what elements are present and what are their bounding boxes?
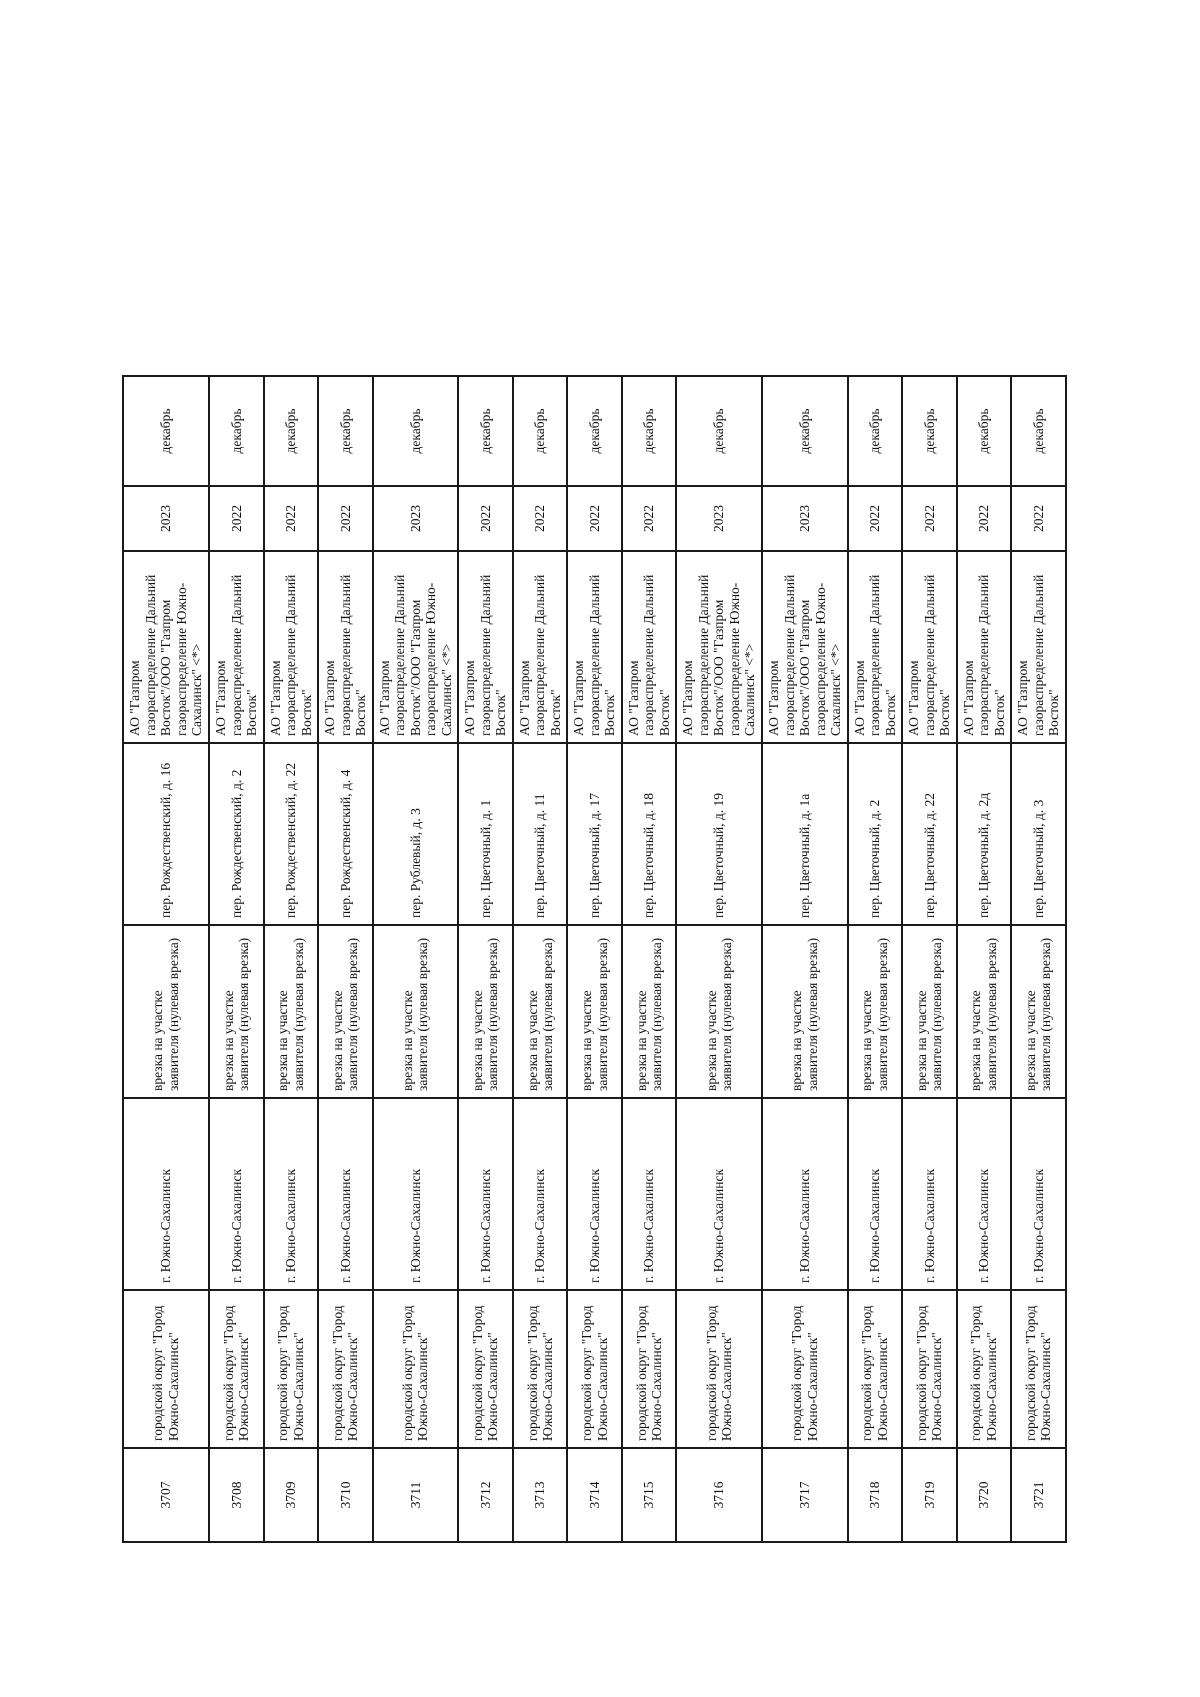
address-cell: пер. Цветочный, д. 11 [513, 743, 568, 925]
address-cell: пер. Рождественский, д. 16 [123, 743, 209, 925]
address-cell: пер. Цветочный, д. 1 [458, 743, 513, 925]
organization-cell: АО "Газпром газораспределение Дальний Восток" [902, 551, 957, 743]
address-cell: пер. Цветочный, д. 2 [848, 743, 903, 925]
connection-type-cell: врезка на участке заявителя (нулевая врезка) [513, 925, 568, 1098]
year-cell: 2022 [264, 486, 319, 551]
connection-type-cell: врезка на участке заявителя (нулевая врезка) [957, 925, 1012, 1098]
organization-cell: АО "Газпром газораспределение Дальний Восток" [622, 551, 677, 743]
address-cell: пер. Цветочный, д. 2д [957, 743, 1012, 925]
year-cell: 2022 [458, 486, 513, 551]
row-number-cell: 3717 [762, 1448, 848, 1542]
table-row [209, 376, 264, 1542]
month-cell: декабрь [676, 376, 762, 486]
year-cell: 2022 [622, 486, 677, 551]
connection-type-cell: врезка на участке заявителя (нулевая врезка) [264, 925, 319, 1098]
month-cell: декабрь [1011, 376, 1066, 486]
municipality-cell: городской округ "Город Южно-Сахалинск" [458, 1290, 513, 1448]
month-cell: декабрь [848, 376, 903, 486]
table-row [513, 376, 568, 1542]
municipality-cell: городской округ "Город Южно-Сахалинск" [676, 1290, 762, 1448]
table-row [622, 376, 677, 1542]
organization-cell: АО "Газпром газораспределение Дальний Восток"/ООО "Газпром газораспределение Южно-Сахалинск" <*> [676, 551, 762, 743]
connection-type-cell: врезка на участке заявителя (нулевая врезка) [209, 925, 264, 1098]
connection-type-cell: врезка на участке заявителя (нулевая врезка) [902, 925, 957, 1098]
organization-cell: АО "Газпром газораспределение Дальний Восток" [848, 551, 903, 743]
organization-cell: АО "Газпром газораспределение Дальний Восток" [264, 551, 319, 743]
year-cell: 2022 [318, 486, 373, 551]
month-cell: декабрь [902, 376, 957, 486]
organization-cell: АО "Газпром газораспределение Дальний Восток" [209, 551, 264, 743]
settlement-cell: г. Южно-Сахалинск [902, 1098, 957, 1290]
row-number-cell: 3714 [567, 1448, 622, 1542]
settlement-cell: г. Южно-Сахалинск [676, 1098, 762, 1290]
year-cell: 2022 [567, 486, 622, 551]
month-cell: декабрь [513, 376, 568, 486]
municipality-cell: городской округ "Город Южно-Сахалинск" [848, 1290, 903, 1448]
table-row [264, 376, 319, 1542]
address-cell: пер. Рождественский, д. 22 [264, 743, 319, 925]
municipality-cell: городской округ "Город Южно-Сахалинск" [622, 1290, 677, 1448]
year-cell: 2022 [209, 486, 264, 551]
table-row [676, 376, 762, 1542]
municipality-cell: городской округ "Город Южно-Сахалинск" [123, 1290, 209, 1448]
row-number-cell: 3718 [848, 1448, 903, 1542]
connection-type-cell: врезка на участке заявителя (нулевая врезка) [123, 925, 209, 1098]
table-row [318, 376, 373, 1542]
settlement-cell: г. Южно-Сахалинск [1011, 1098, 1066, 1290]
month-cell: декабрь [567, 376, 622, 486]
connection-type-cell: врезка на участке заявителя (нулевая врезка) [676, 925, 762, 1098]
connection-type-cell: врезка на участке заявителя (нулевая врезка) [762, 925, 848, 1098]
month-cell: декабрь [762, 376, 848, 486]
row-number-cell: 3712 [458, 1448, 513, 1542]
organization-cell: АО "Газпром газораспределение Дальний Восток" [318, 551, 373, 743]
connection-type-cell: врезка на участке заявителя (нулевая врезка) [848, 925, 903, 1098]
row-number-cell: 3709 [264, 1448, 319, 1542]
rotated-table-container [122, 377, 1062, 1543]
settlement-cell: г. Южно-Сахалинск [373, 1098, 459, 1290]
row-number-cell: 3711 [373, 1448, 459, 1542]
table-row [567, 376, 622, 1542]
organization-cell: АО "Газпром газораспределение Дальний Восток"/ООО "Газпром газораспределение Южно-Сахалинск" <*> [762, 551, 848, 743]
municipality-cell: городской округ "Город Южно-Сахалинск" [762, 1290, 848, 1448]
municipality-cell: городской округ "Город Южно-Сахалинск" [318, 1290, 373, 1448]
year-cell: 2022 [848, 486, 903, 551]
table-row [123, 376, 209, 1542]
settlement-cell: г. Южно-Сахалинск [318, 1098, 373, 1290]
municipality-cell: городской округ "Город Южно-Сахалинск" [567, 1290, 622, 1448]
address-cell: пер. Цветочный, д. 18 [622, 743, 677, 925]
municipality-cell: городской округ "Город Южно-Сахалинск" [957, 1290, 1012, 1448]
municipality-cell: городской округ "Город Южно-Сахалинск" [373, 1290, 459, 1448]
address-cell: пер. Цветочный, д. 1а [762, 743, 848, 925]
connection-type-cell: врезка на участке заявителя (нулевая врезка) [458, 925, 513, 1098]
month-cell: декабрь [264, 376, 319, 486]
year-cell: 2022 [513, 486, 568, 551]
row-number-cell: 3710 [318, 1448, 373, 1542]
table-row [902, 376, 957, 1542]
row-number-cell: 3707 [123, 1448, 209, 1542]
organization-cell: АО "Газпром газораспределение Дальний Восток" [458, 551, 513, 743]
month-cell: декабрь [318, 376, 373, 486]
month-cell: декабрь [209, 376, 264, 486]
row-number-cell: 3708 [209, 1448, 264, 1542]
municipality-cell: городской округ "Город Южно-Сахалинск" [513, 1290, 568, 1448]
municipality-cell: городской округ "Город Южно-Сахалинск" [264, 1290, 319, 1448]
row-number-cell: 3721 [1011, 1448, 1066, 1542]
year-cell: 2022 [902, 486, 957, 551]
organization-cell: АО "Газпром газораспределение Дальний Восток"/ООО "Газпром газораспределение Южно-Сахалинск" <*> [373, 551, 459, 743]
month-cell: декабрь [957, 376, 1012, 486]
month-cell: декабрь [373, 376, 459, 486]
gasification-table [122, 375, 1067, 1543]
address-cell: пер. Цветочный, д. 19 [676, 743, 762, 925]
municipality-cell: городской округ "Город Южно-Сахалинск" [1011, 1290, 1066, 1448]
table-row [458, 376, 513, 1542]
table-row [848, 376, 903, 1542]
month-cell: декабрь [622, 376, 677, 486]
row-number-cell: 3719 [902, 1448, 957, 1542]
settlement-cell: г. Южно-Сахалинск [458, 1098, 513, 1290]
connection-type-cell: врезка на участке заявителя (нулевая врезка) [373, 925, 459, 1098]
address-cell: пер. Рождественский, д. 4 [318, 743, 373, 925]
municipality-cell: городской округ "Город Южно-Сахалинск" [209, 1290, 264, 1448]
settlement-cell: г. Южно-Сахалинск [123, 1098, 209, 1290]
address-cell: пер. Рублевый, д. 3 [373, 743, 459, 925]
connection-type-cell: врезка на участке заявителя (нулевая врезка) [1011, 925, 1066, 1098]
year-cell: 2022 [1011, 486, 1066, 551]
year-cell: 2022 [957, 486, 1012, 551]
connection-type-cell: врезка на участке заявителя (нулевая врезка) [318, 925, 373, 1098]
address-cell: пер. Цветочный, д. 3 [1011, 743, 1066, 925]
connection-type-cell: врезка на участке заявителя (нулевая врезка) [622, 925, 677, 1098]
table-row [1011, 376, 1066, 1542]
organization-cell: АО "Газпром газораспределение Дальний Восток" [567, 551, 622, 743]
settlement-cell: г. Южно-Сахалинск [209, 1098, 264, 1290]
year-cell: 2023 [373, 486, 459, 551]
month-cell: декабрь [123, 376, 209, 486]
row-number-cell: 3716 [676, 1448, 762, 1542]
settlement-cell: г. Южно-Сахалинск [567, 1098, 622, 1290]
year-cell: 2023 [123, 486, 209, 551]
organization-cell: АО "Газпром газораспределение Дальний Восток" [1011, 551, 1066, 743]
connection-type-cell: врезка на участке заявителя (нулевая врезка) [567, 925, 622, 1098]
row-number-cell: 3720 [957, 1448, 1012, 1542]
table-row [957, 376, 1012, 1542]
month-cell: декабрь [458, 376, 513, 486]
table-row [762, 376, 848, 1542]
table-row [373, 376, 459, 1542]
municipality-cell: городской округ "Город Южно-Сахалинск" [902, 1290, 957, 1448]
table-body [123, 376, 1066, 1542]
address-cell: пер. Рождественский, д. 2 [209, 743, 264, 925]
year-cell: 2023 [676, 486, 762, 551]
row-number-cell: 3713 [513, 1448, 568, 1542]
settlement-cell: г. Южно-Сахалинск [848, 1098, 903, 1290]
organization-cell: АО "Газпром газораспределение Дальний Восток" [957, 551, 1012, 743]
organization-cell: АО "Газпром газораспределение Дальний Восток"/ООО "Газпром газораспределение Южно-Сахалинск" <*> [123, 551, 209, 743]
settlement-cell: г. Южно-Сахалинск [957, 1098, 1012, 1290]
organization-cell: АО "Газпром газораспределение Дальний Восток" [513, 551, 568, 743]
year-cell: 2023 [762, 486, 848, 551]
settlement-cell: г. Южно-Сахалинск [264, 1098, 319, 1290]
address-cell: пер. Цветочный, д. 22 [902, 743, 957, 925]
settlement-cell: г. Южно-Сахалинск [762, 1098, 848, 1290]
settlement-cell: г. Южно-Сахалинск [622, 1098, 677, 1290]
settlement-cell: г. Южно-Сахалинск [513, 1098, 568, 1290]
row-number-cell: 3715 [622, 1448, 677, 1542]
address-cell: пер. Цветочный, д. 17 [567, 743, 622, 925]
